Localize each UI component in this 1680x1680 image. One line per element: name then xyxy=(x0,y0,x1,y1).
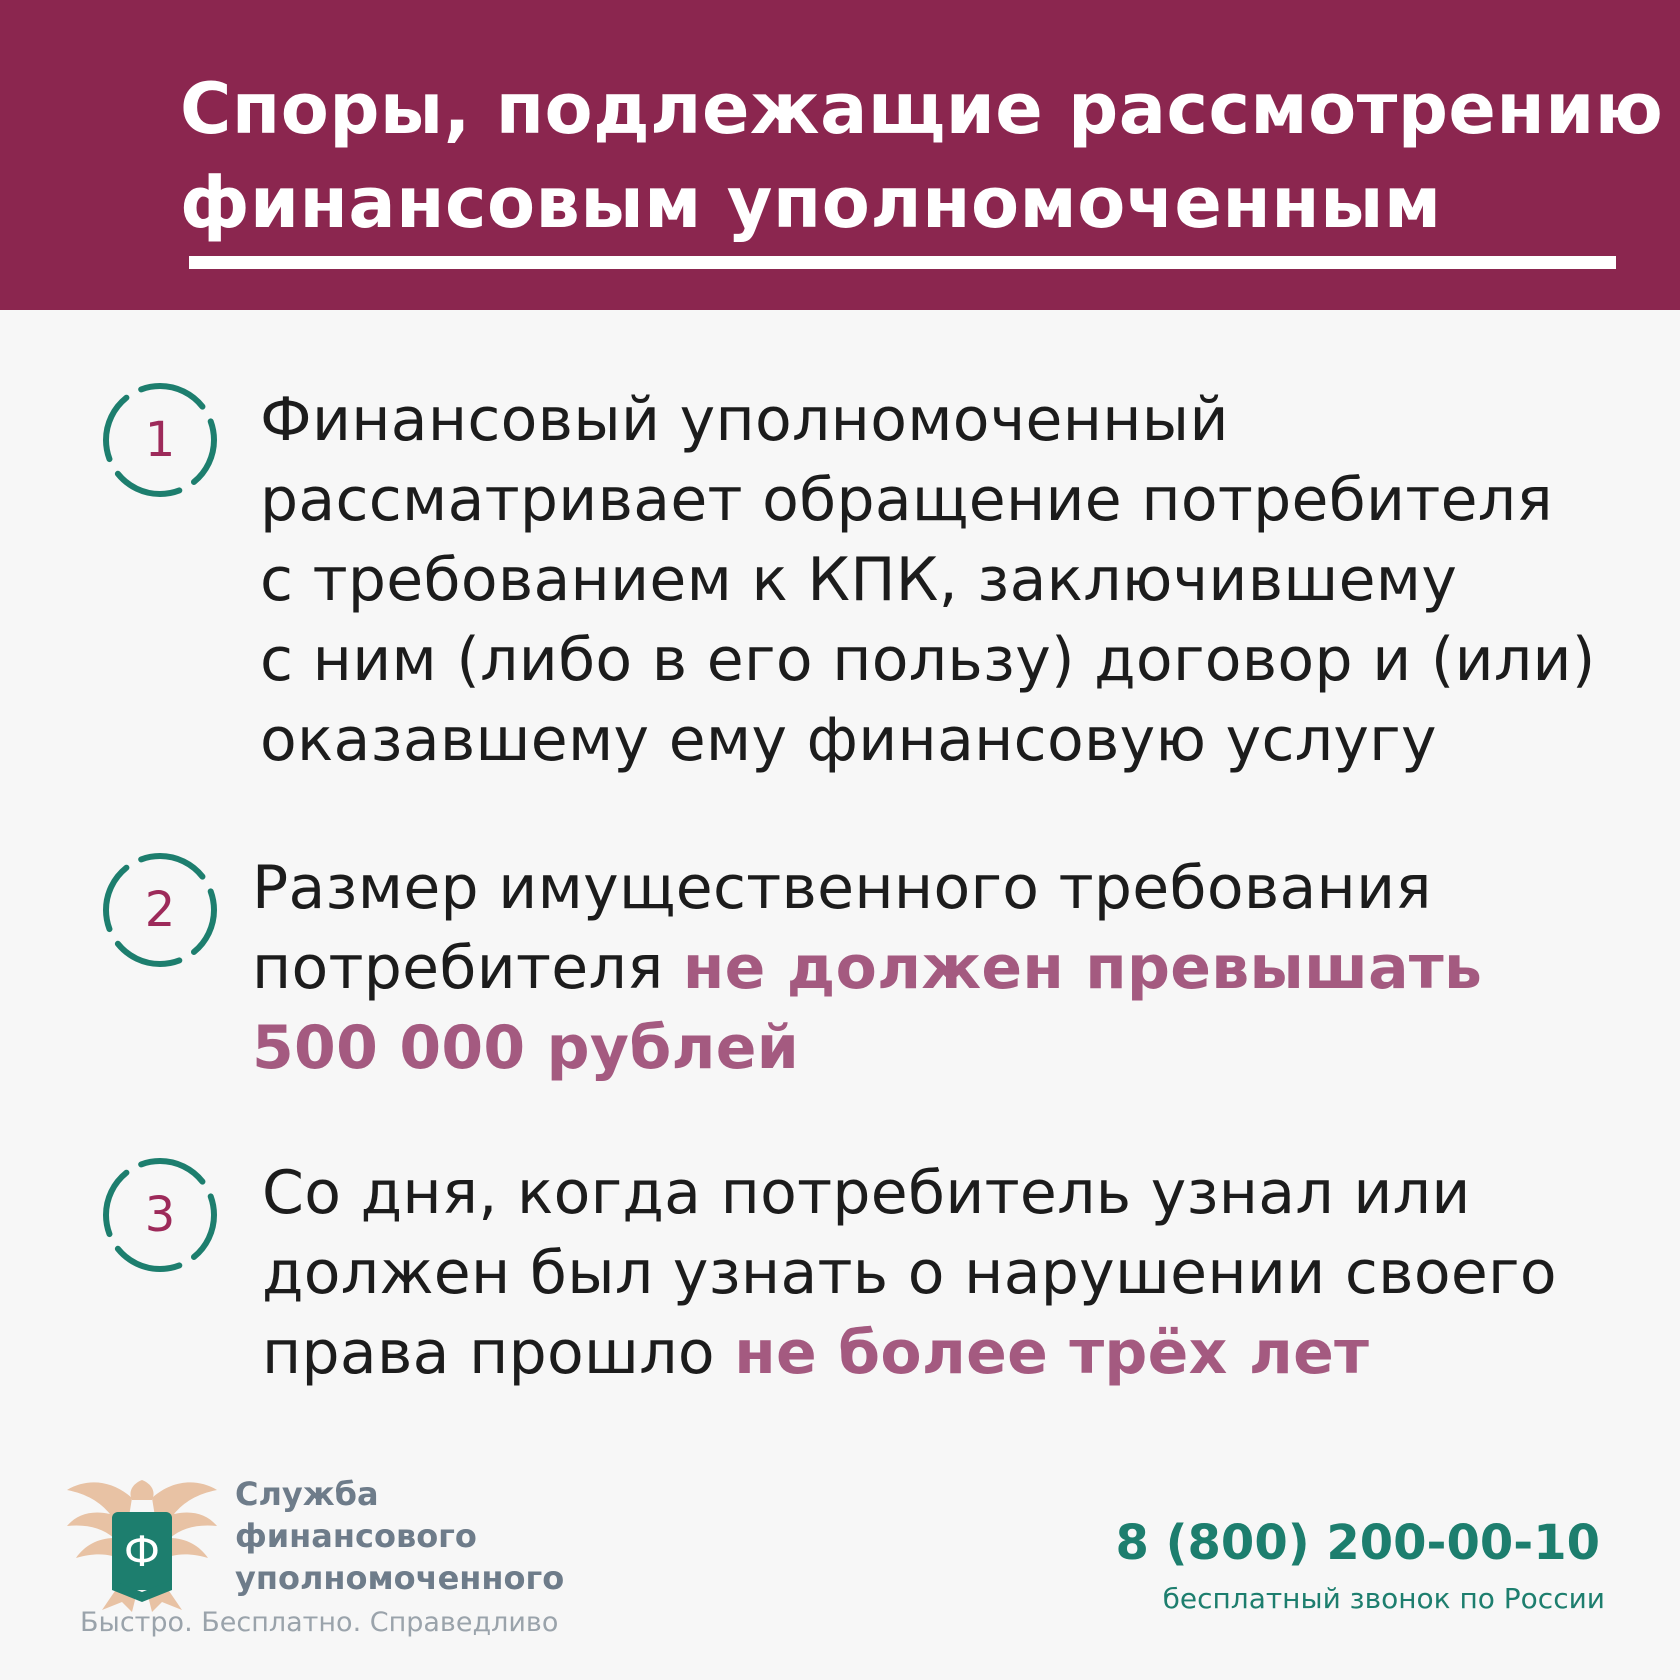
item-1-line: Финансовый уполномоченный xyxy=(260,385,1229,455)
item-3-line: должен был узнать о нарушении своего xyxy=(262,1238,1557,1308)
number-circle-icon xyxy=(100,1155,220,1275)
slogan: Быстро. Бесплатно. Справедливо xyxy=(80,1607,559,1638)
org-name-line: финансового xyxy=(235,1517,477,1555)
title-line-1: Споры, подлежащие рассмотрению xyxy=(180,68,1664,150)
item-2-highlight: не должен превышать xyxy=(682,933,1483,1003)
title-line-2: финансовым уполномоченным xyxy=(180,162,1442,244)
item-3-line: Со дня, когда потребитель узнал или xyxy=(262,1158,1471,1228)
item-3-highlight: не более трёх лет xyxy=(734,1318,1370,1388)
item-number: 1 xyxy=(144,412,176,468)
item-1-line: с требованием к КПК, заключившему xyxy=(260,545,1458,615)
number-circle-icon xyxy=(100,380,220,500)
header-banner xyxy=(0,0,1680,310)
eagle-logo-icon xyxy=(62,1470,222,1620)
item-2-highlight-amount: 500 000 рублей xyxy=(252,1013,800,1083)
org-name-line: уполномоченного xyxy=(235,1559,565,1597)
item-1-text xyxy=(260,380,1596,780)
title-underline xyxy=(189,256,1616,269)
page-title xyxy=(180,62,1664,250)
phone-note: бесплатный звонок по России xyxy=(1162,1582,1605,1615)
number-circle-icon xyxy=(100,850,220,970)
item-3-text xyxy=(262,1153,1557,1393)
item-number: 3 xyxy=(144,1187,176,1243)
item-2-line: Размер имущественного требования xyxy=(252,853,1432,923)
item-2-line xyxy=(252,928,1482,1008)
org-name xyxy=(235,1473,564,1599)
item-3-line xyxy=(262,1313,1557,1393)
item-1-line: оказавшему ему финансовую услугу xyxy=(260,705,1437,775)
item-1-line: с ним (либо в его пользу) договор и (или) xyxy=(260,625,1596,695)
item-1-line: рассматривает обращение потребителя xyxy=(260,465,1553,535)
phone-number[interactable]: 8 (800) 200-00-10 xyxy=(1115,1515,1600,1571)
item-number: 2 xyxy=(144,882,176,938)
svg-text:Ф: Ф xyxy=(123,1527,161,1576)
item-2-plain: потребителя xyxy=(252,933,683,1003)
item-3-plain: права прошло xyxy=(262,1318,735,1388)
item-2-text xyxy=(252,848,1482,1088)
org-name-line: Служба xyxy=(235,1475,379,1513)
